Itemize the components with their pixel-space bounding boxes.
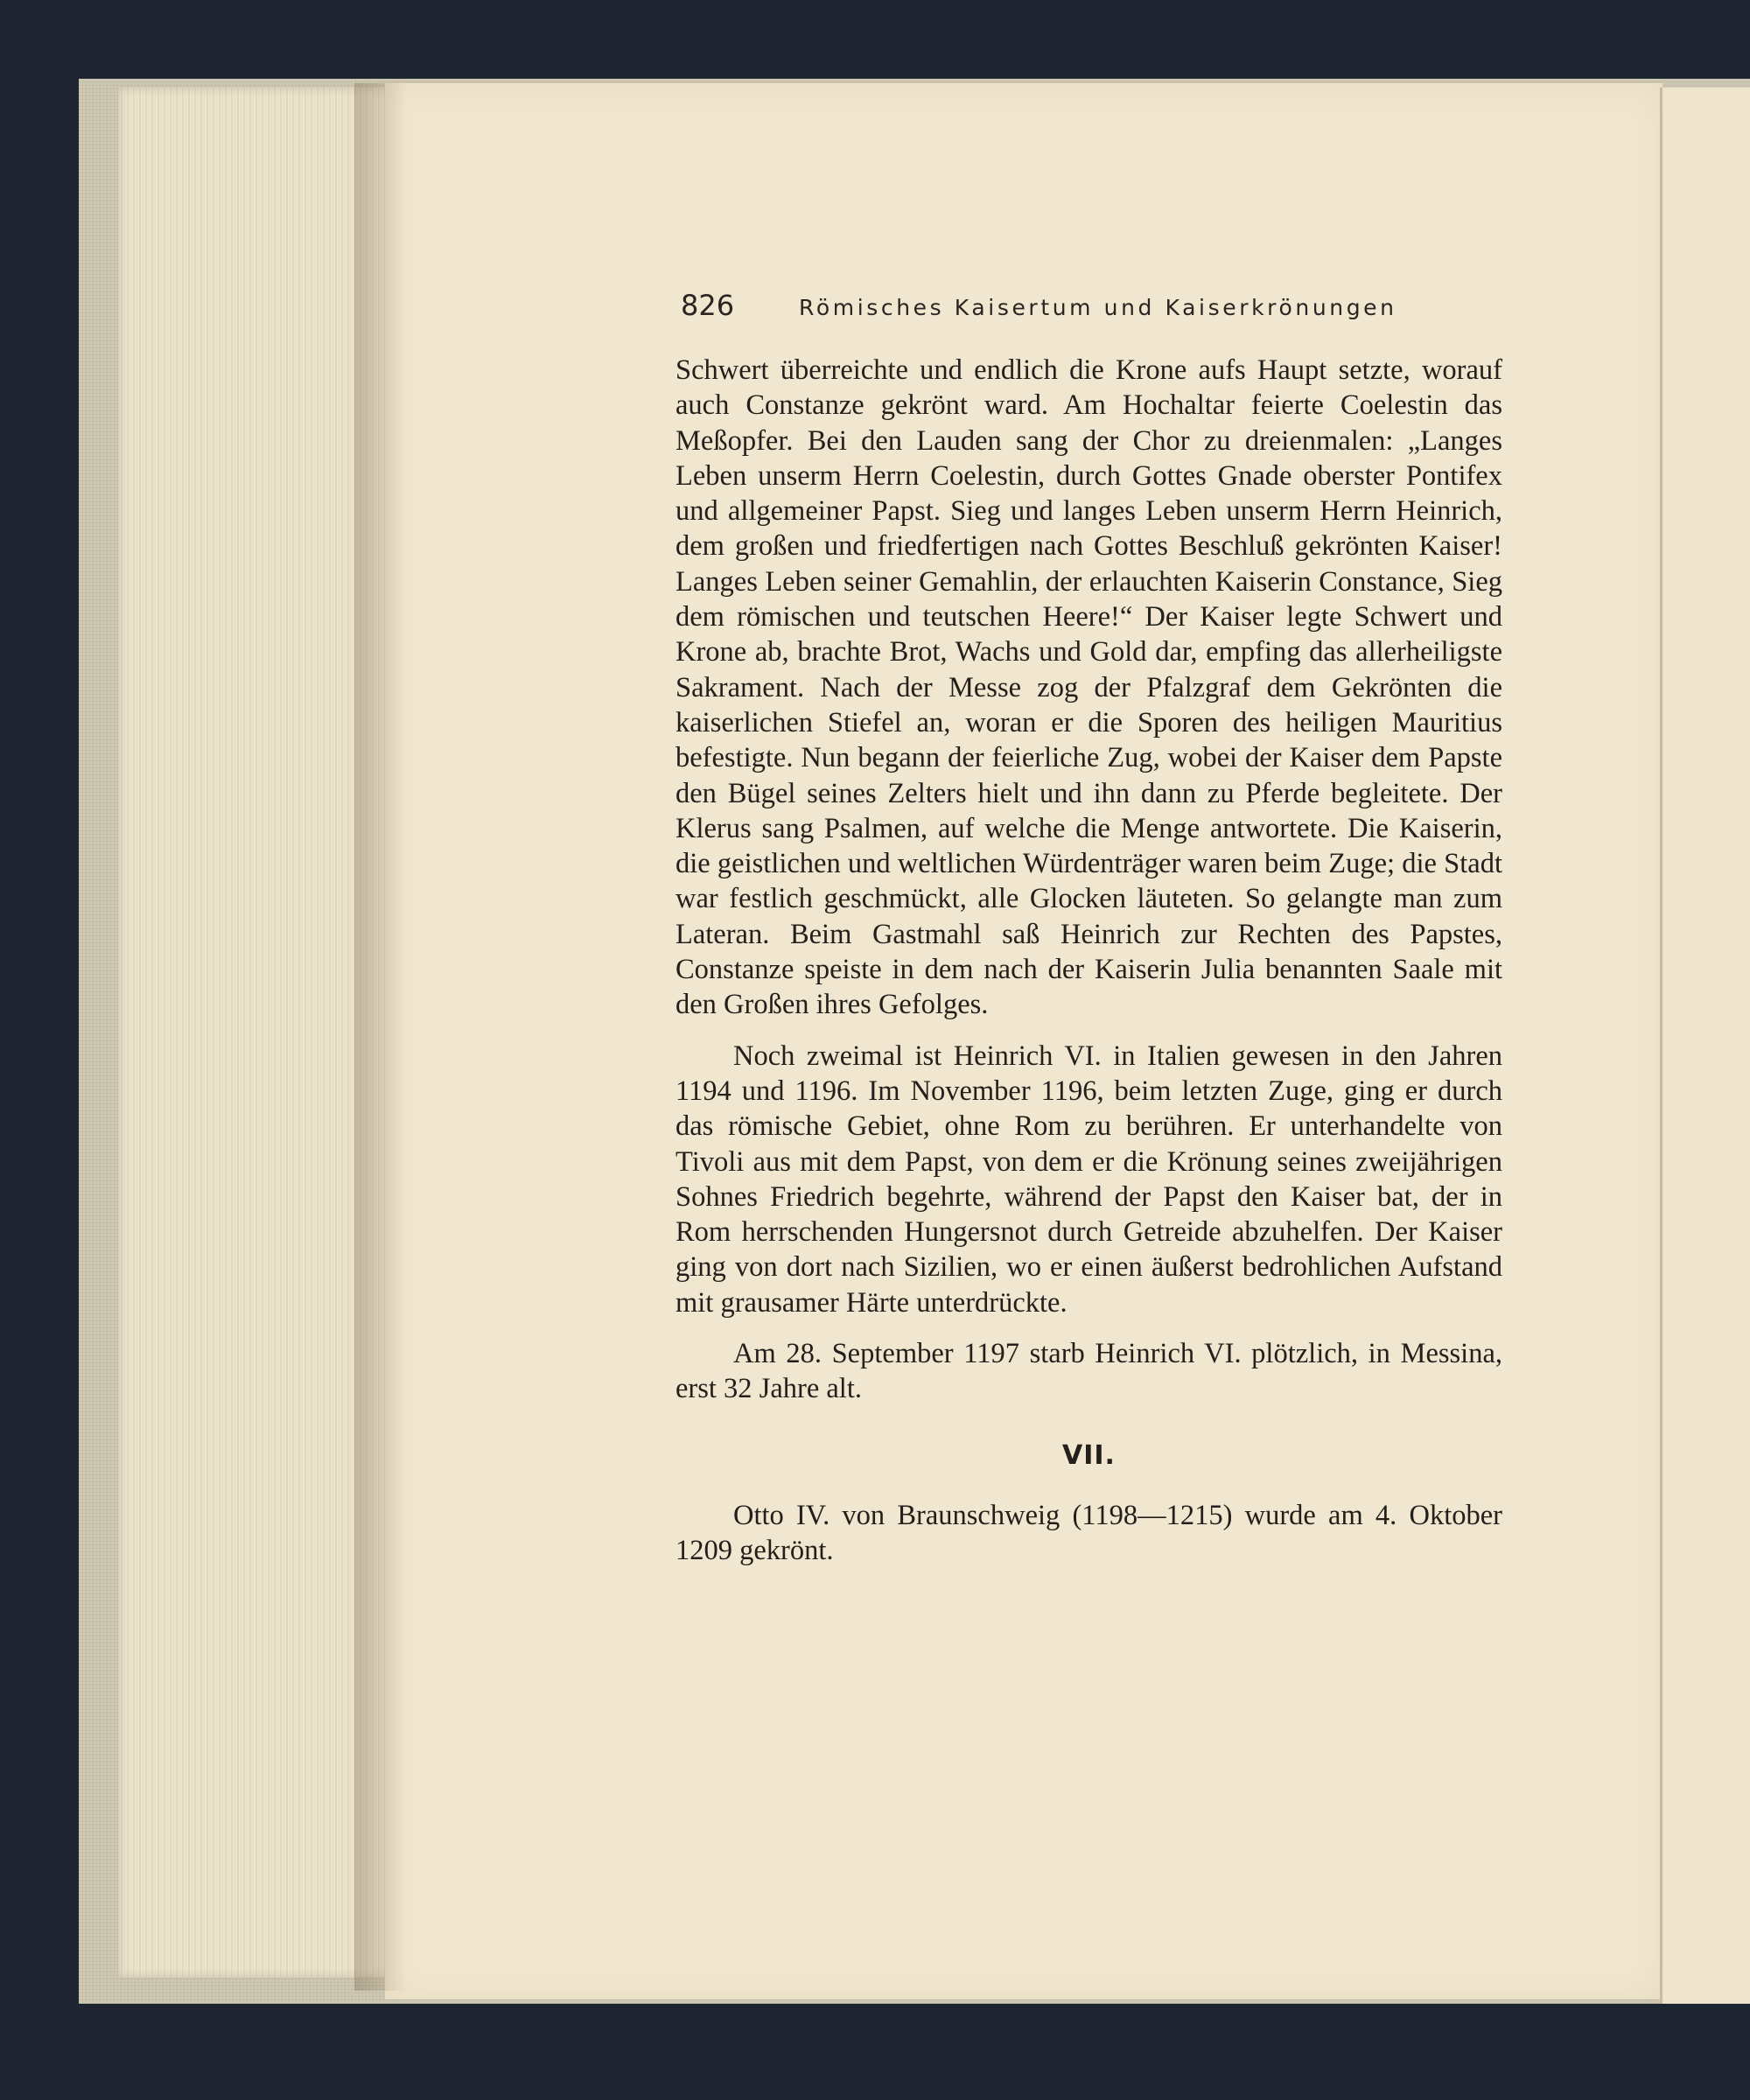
paragraph-1: Schwert überreichte und endlich die Krone aufs Haupt setzte, worauf auch Constanze gekrönt ward. Am Hochaltar feierte Coelestin das Meßopfer. Bei den Lauden sang der Chor zu dreienmalen: „Langes Leben unserm Herrn Coelestin, durch Gottes Gnade oberster Pontifex und allgemeiner Papst. Sieg und langes Leben unserm Herrn Heinrich, dem großen und friedfertigen nach Gottes Beschluß gekrönten Kaiser! Langes Leben seiner Gemahlin, der erlauchten Kaiserin Constance, Sieg dem römischen und teutschen Heere!“ Der Kaiser legte Schwert und Krone ab, brachte Brot, Wachs und Gold dar, empfing das allerheiligste Sakrament. Nach der Messe zog der Pfalzgraf dem Gekrönten die kaiserlichen Stiefel an, woran er die Sporen des heiligen Mauritius befestigte. Nun begann der feierliche Zug, wobei der Kaiser dem Papste den Bügel seines Zelters hielt und ihn dann zu Pferde begleitete. Der Klerus sang Psalmen, auf welche die Menge antwortete. Die Kaiserin, die geistlichen und weltlichen Würdenträger waren beim Zuge; die Stadt war festlich geschmückt, alle Glocken läuteten. So gelangte man zum Lateran. Beim Gastmahl saß Heinrich zur Rechten des Papstes, Constanze speiste in dem nach der Kaiserin Julia benannten Saale mit den Großen ihres Gefolges. [676, 354, 1502, 1021]
facing-page-edge [1660, 88, 1750, 2004]
gutter-shadow [354, 83, 407, 1991]
running-head [681, 289, 1486, 332]
page-edges-stack [118, 88, 389, 1978]
text-block [676, 353, 1502, 1569]
section-paragraph: Otto IV. von Braunschweig (1198—1215) wurde am 4. Oktober 1209 gekrönt. [676, 1499, 1502, 1567]
paragraph-2: Noch zweimal ist Heinrich VI. in Italien gewesen in den Jahren 1194 und 1196. Im November 1196, beim letzten Zuge, ging er durch das römische Gebiet, ohne Rom zu berühren. Er unterhandelte von Tivoli aus mit dem Papst, von dem er die Krönung seines zweijährigen Sohnes Friedrich begehrte, während der Papst den Kaiser bat, der in Rom herrschenden Hungersnot durch Getreide abzuhelfen. Der Kaiser ging von dort nach Sizilien, wo er einen äußerst bedrohlichen Aufstand mit grausamer Härte unterdrückte. [676, 1040, 1502, 1319]
running-head-title: Römisches Kaisertum und Kaiserkrönungen [799, 295, 1397, 320]
page-number: 826 [681, 289, 735, 322]
paragraph-3: Am 28. September 1197 starb Heinrich VI. plötzlich, in Messina, erst 32 Jahre alt. [676, 1338, 1502, 1405]
section-heading: VII. [1062, 1439, 1116, 1471]
